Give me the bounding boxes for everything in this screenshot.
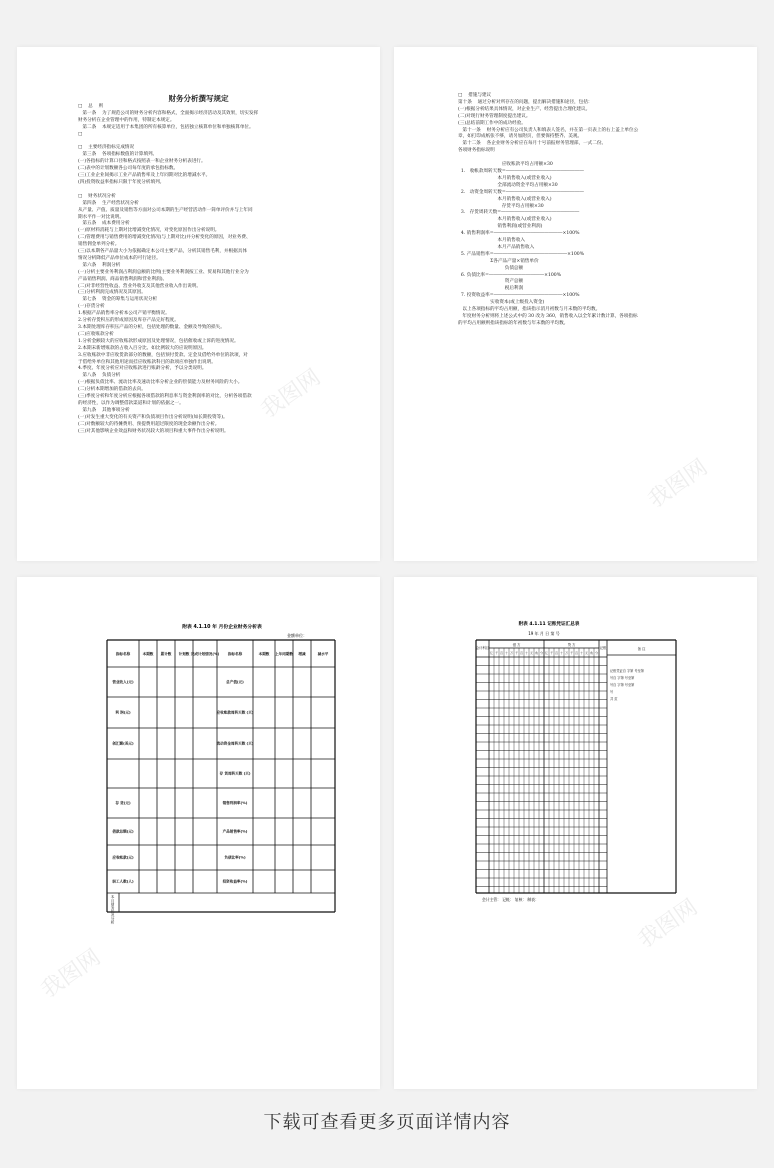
text-line: 7. 投资收益率=―――――――――――――――×100%	[458, 293, 580, 299]
text-line: 期水平作一对比说明。	[78, 214, 124, 220]
cell-text: 本期数	[142, 652, 154, 656]
cell-text: 会计科目	[475, 646, 490, 650]
text-line: (一)存货分析	[78, 304, 105, 310]
text-line: 存货平均占用额×30	[458, 203, 544, 209]
text-line: 3. 存货周转天数=―――――――――――――――――	[458, 210, 580, 216]
text-line: 从产量、产值、质量及销售等方面对公司本期的生产经营活动作一简单评价并与上年同	[78, 207, 253, 213]
cell-text: 分	[540, 651, 543, 655]
date-number-line: 19 年 月 日 第 号	[528, 631, 560, 636]
text-line: 第十二条 各企业财务分析应在每月十号前报财务管理部，一式二份。	[458, 141, 607, 147]
cell-text: 万	[510, 651, 513, 655]
cell-text: 职工人数(人)	[112, 879, 134, 884]
cell-text: 指标名称	[115, 652, 131, 656]
cell-text: 百	[555, 651, 558, 655]
voucher-summary-table	[394, 577, 757, 1089]
text-line: 本月产品销售收入	[458, 244, 535, 250]
text-line: (三)对其他影响企业效益和财务状况较大的项目和重大事件作出分析说明。	[78, 428, 229, 434]
watermark: 我图网	[643, 454, 713, 514]
cell-text: 角	[535, 651, 538, 655]
cell-text: 增减	[298, 652, 306, 656]
cell-text: 营业收入(元)	[112, 680, 134, 684]
page-title: 财务分析撰写规定	[168, 94, 229, 103]
text-line: 3.本期处理库存积压产品的分析，包括处理的数量、金额及导致的损失。	[78, 325, 225, 330]
text-line: 资产总额	[458, 279, 524, 285]
cell-text: 存 货(元)	[115, 801, 131, 805]
text-line: 本月销售收入(或营业收入)	[458, 196, 552, 202]
text-line: 销售佣金单列分析。	[78, 242, 120, 248]
text-line: 第三条 各项指标数值的计算填列。	[78, 152, 158, 158]
cell-text: 千	[570, 651, 573, 655]
text-line: 于借给外单位和其他用途而挂应收账款科目的款项应单独作出说明。	[78, 359, 216, 365]
cell-text: 记账	[599, 646, 607, 650]
text-line: 第十条 通过分析对所存在的问题，提出解决措施和途径，包括：	[458, 99, 593, 105]
text-line: 以上各项指标的平均占用额，指该指示消月初数与月末数的平均数。	[458, 307, 601, 313]
cell-text: 号自 字第 号至第	[610, 676, 635, 680]
text-line: 各项财务指标说明	[458, 148, 495, 154]
text-line: 1.根据产品销售率分析本公司产销平衡情况。	[78, 311, 170, 317]
financial-analysis-table	[17, 577, 380, 1089]
cell-text: 累计数	[160, 652, 172, 656]
download-more-caption: 下载可查看更多页面详情内容	[263, 1112, 511, 1133]
cell-text: 千	[550, 651, 553, 655]
signature-line: 会计主管： 记帐： 复核： 制表：	[482, 897, 539, 902]
text-line: (二)对数额较大的待摊费用、预提费用超过限度的现金余额作出分析。	[78, 421, 220, 427]
cell-text: 借 方	[512, 643, 521, 647]
cell-text: 借款总额(元)	[112, 829, 134, 834]
text-line: 4.季度、年度分析应对应收账款进行账龄分析，予以分类说明。	[78, 366, 207, 372]
text-line: (一)根据分析结果具体情况，对企业生产、经营提出合理化建议。	[458, 106, 591, 112]
text-line: 实收资本(或上级投入资金)	[458, 300, 545, 306]
text-line: (一)对发生重大变化的有关资产和负债项目作出分析说明(如长期投资等)。	[78, 414, 228, 420]
text-line: (二)管理费用与销售费用的增减变化情况(与上期对比)并分析变化的原因，对业务费、	[78, 235, 251, 241]
text-line: 5. 产品销售率=――――――――――――――――×100%	[458, 251, 585, 257]
cell-text: 产品销售率(%)	[222, 829, 248, 834]
text-line: 第十一条 财务分析应有公司负责人和填表人签名，并在第一页表上的右上盖上单位公	[458, 127, 639, 133]
text-line	[78, 187, 258, 194]
text-line: 本月销售收入(或营业收入)	[458, 217, 552, 223]
text-line: 第七条 资金的筹集与运用状况分析	[78, 297, 158, 303]
text-line: 2.本期末新增账款的占收入百分比、如比例较大的应说明原因。	[78, 345, 207, 351]
text-line: 第二条 本规定适用于本集团的所有核算单位，包括独立核算单位和单独核算单位。	[78, 124, 254, 130]
unit-label: 金额单位：	[287, 633, 307, 638]
text-line: 第四条 生产经营状况分析	[78, 200, 139, 206]
document-page-4	[394, 577, 757, 1089]
text-line: 本月销售收入(或营业收入)	[458, 175, 552, 181]
cell-text: 百	[575, 651, 578, 655]
text-line: 1. 收帐款周转天数=―――――――――――――――――	[458, 168, 584, 174]
cell-text: 记账凭证自 字第 号至第	[610, 669, 644, 673]
text-line: Σ各产品产量×销售单价	[458, 258, 539, 264]
text-line: 2.分析存货积压的形成原因及库存产品完好程度。	[78, 318, 179, 324]
table-title: 附表 4.1.10 年 月份企业财务分析表	[182, 625, 262, 630]
text-line: 第五条 成本费用分析	[78, 221, 130, 227]
text-line: (一)分析主要业务利润占利润总额的比例(主要业务利润按工业、贸易和其他行业分为	[78, 269, 249, 275]
document-page-2	[394, 47, 757, 561]
text-line: 第六条 利润分析	[78, 262, 121, 268]
text-line: 的平均占用额则指该指标的年初数与年末数的平均数。	[458, 320, 569, 326]
cell-text: 投资收益率(%)	[222, 879, 248, 884]
text-line: 负债总额	[458, 265, 524, 271]
text-line: 章，如打印成纸张不够，请另加附页，但要保持整齐、美观。	[458, 134, 583, 140]
cell-text: 号自 字第 号至第	[610, 683, 635, 687]
cell-text: 元	[530, 651, 533, 655]
text-line: 财务分析在企业管理中的作用，特制定本规定。	[78, 117, 175, 123]
cell-text: 计划数	[178, 652, 190, 656]
text-line: □ 财务状况分析	[78, 193, 116, 199]
text-line: (一)根据负债比率、流动比率及速动比率分析企业的偿债能力及财务风险的大小。	[78, 380, 243, 386]
cell-text: 指标名称	[227, 652, 243, 656]
text-line: □ 主要经济指标完成情况	[78, 145, 135, 151]
cell-text: 备 注	[637, 647, 646, 651]
text-line: (二)对现行财务管理制度提出建议。	[458, 113, 531, 119]
text-line: 应收账款平均占用额×30	[458, 162, 553, 168]
cell-text: 亿	[490, 651, 493, 655]
cell-text: 完成计划情况(%)	[190, 652, 220, 656]
text-line: 销售利润(或营业利润)	[458, 224, 543, 230]
text-line: 3.应收账款中非应收货款部分的数额，包括预付货款、定金及借给外单位的款项，对	[78, 352, 248, 358]
cell-text: 利 润(元)	[115, 710, 131, 715]
text-line: (三)季度分析和年度分析应根据各项借款的利息率与资金利润率的对比，分析各项借款	[78, 394, 252, 400]
watermark: 我图网	[36, 944, 106, 1004]
cell-text: 流动资金周转天数 (天)	[216, 741, 254, 746]
text-line: □	[78, 131, 83, 137]
text-line: (三)总结前期工作中的成功经验。	[458, 120, 526, 126]
cell-text: 负债比率(%)	[224, 855, 246, 860]
text-line: 第一条 为了规范公司的财务分析内容和格式，全面揭示经济活动及其效果，切实发挥	[78, 110, 259, 116]
text-line: □ 措施与建议	[458, 93, 492, 98]
cell-text: 百	[500, 651, 503, 655]
cell-text: 存 货周转天数 (天)	[219, 771, 251, 776]
text-line: (四)投资收益率指标只限于年度分析填列。	[78, 179, 165, 185]
cell-text: 元	[585, 651, 588, 655]
text-line: (二)分析本期增加的借款的去向。	[78, 387, 146, 393]
text-line: (二)应收账款分析	[78, 331, 114, 337]
regulation-text	[78, 104, 258, 436]
text-line: 第九条 其他事项分析	[78, 407, 130, 413]
text-line: (三)以本期各产品量大小为依据确定本公司主要产品，分析其销售毛利，并根据具体	[78, 249, 247, 255]
text-line: 全部流动资金平均占用额×30	[458, 182, 558, 188]
cell-text: 贷 方	[567, 643, 576, 647]
text-line: 的经济性，以作为调整借款渠道和计划的依据之一。	[78, 400, 184, 406]
cell-text: 减水平	[317, 652, 329, 656]
text-line: 年度财务分析则将上述公式中的 30 改为 360，销售收入以全年累计数计算，各项指标	[458, 314, 638, 319]
document-page-3	[17, 577, 380, 1089]
cell-text: 本期数	[258, 652, 270, 656]
cell-text: 十	[560, 651, 563, 655]
cell-text: 应收帐款(元)	[112, 855, 134, 860]
text-line: 第八条 负债分析	[78, 373, 121, 379]
cell-text: 应收账款周转天数 (天)	[216, 710, 254, 715]
text-line: 产品销售利润、商品销售利润和营业利润)。	[78, 276, 168, 282]
table-title: 附表 4.1.11 记账凭证汇总表	[518, 622, 580, 627]
cell-text: 亿	[545, 651, 548, 655]
cell-text: 千	[495, 651, 498, 655]
vertical-label: 本月财务状况分析	[111, 895, 115, 924]
text-line: (三)分析利润完成情况及其原因。	[78, 290, 146, 296]
cell-text: 总产值(元)	[226, 680, 244, 684]
cell-text: 十	[505, 651, 508, 655]
text-line: (三)工业企业间揭示工业产品销售率及上年同期对比的增减水平。	[78, 173, 211, 179]
cell-text: 上年同期数	[275, 652, 293, 656]
cell-text: 十	[525, 651, 528, 655]
text-line: 税后利润	[458, 286, 524, 292]
cell-text: 号	[610, 690, 614, 694]
text-line: (一)各指标的计算口径和格式按照表一和企业财务分析表进行。	[78, 159, 206, 165]
text-line: 2. 动资金周转天数=―――――――――――――――――	[458, 189, 584, 195]
cell-text: 分	[595, 651, 598, 655]
cell-text: 创汇额(美元)	[112, 741, 134, 746]
cell-text: 百	[520, 651, 523, 655]
text-line: (一)原材料消耗与上期对比增减变化情况，对变化原因作出分析说明。	[78, 228, 220, 234]
cell-text: 万	[565, 651, 568, 655]
cell-text: 十	[580, 651, 583, 655]
text-line: 6. 负债比率=――――――――――――×100%	[458, 272, 562, 278]
text-line: 1.分析金额较大的应收账款形成原因及处理情况，包括催收或上诉的进度情况。	[78, 338, 239, 344]
text-line: 4. 销售利润率=―――――――――――――――×100%	[458, 231, 580, 237]
watermark: 我图网	[256, 364, 326, 424]
cell-text: 角	[590, 651, 593, 655]
cell-text: 千	[515, 651, 518, 655]
text-line: (二)对非经营性收益、营业外收支及其他营业收入作出说明。	[78, 283, 202, 289]
cell-text: 销售利润率(%)	[222, 801, 248, 805]
indicator-formulas-text	[458, 93, 638, 328]
watermark: 我图网	[633, 894, 703, 954]
document-page-1	[17, 47, 380, 561]
text-line: □ 总 则	[78, 104, 104, 109]
text-line: 本月销售收入	[458, 238, 525, 244]
text-line: (二)表中的计划数额各公司每年度的承包指标数。	[78, 166, 179, 172]
text-line: 情况分析降低产品单位成本的可行途径。	[78, 255, 161, 261]
cell-text: 共 页	[610, 697, 618, 701]
